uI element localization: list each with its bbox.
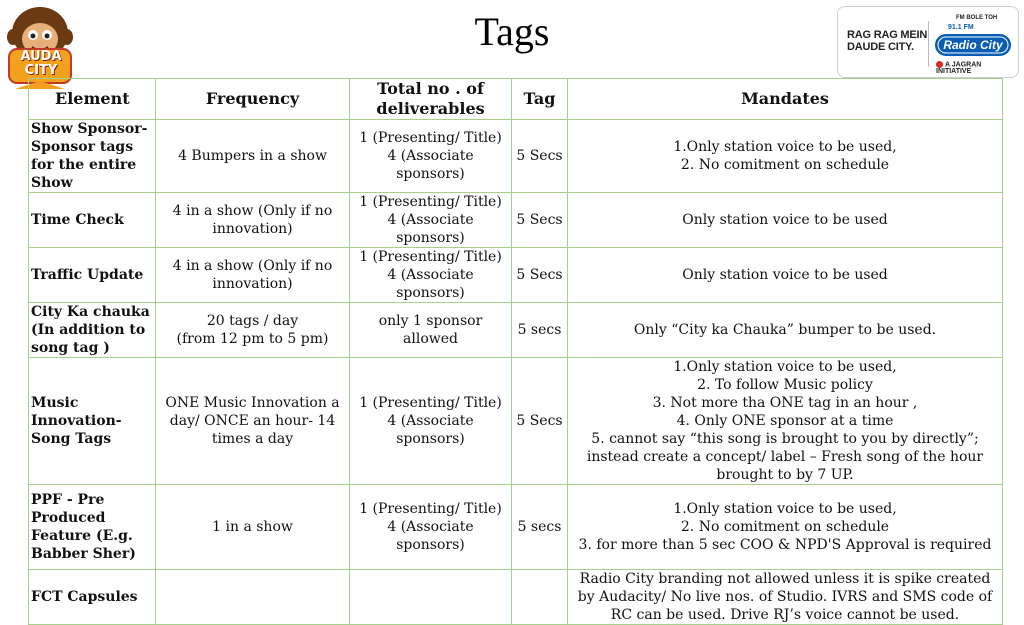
mandates-cell: 1.Only station voice to be used, 2. No comitment on schedule	[568, 120, 1003, 193]
jagran-dot-icon	[936, 61, 943, 68]
table-row	[29, 120, 1003, 193]
table-row	[29, 248, 1003, 303]
tag-cell: 5 Secs	[512, 358, 568, 485]
deliverables-cell	[350, 570, 512, 625]
mandates-cell: Only station voice to be used	[568, 193, 1003, 248]
mandates-cell: Radio City branding not allowed unless it is spike created by Audacity/ No live nos. of Studio. IVRS and SMS code of RC can be used. Drive RJ’s voice cannot be used.	[568, 570, 1003, 625]
deliverables-cell: 1 (Presenting/ Title) 4 (Associate sponsors)	[350, 485, 512, 570]
deliverables-cell: only 1 sponsor allowed	[350, 303, 512, 358]
element-cell: Music Innovation- Song Tags	[29, 358, 156, 485]
element-cell: Traffic Update	[29, 248, 156, 303]
tag-cell: 5 Secs	[512, 248, 568, 303]
header-frequency: Frequency	[156, 79, 350, 120]
initiative-label: A JAGRAN INITIATIVE	[936, 61, 982, 76]
frequency-cell	[156, 570, 350, 625]
header-deliverables: Total no . of deliverables	[350, 79, 512, 120]
element-cell: City Ka chauka (In addition to song tag )	[29, 303, 156, 358]
logo-divider	[928, 21, 929, 67]
header-tag: Tag	[512, 79, 568, 120]
frequency-cell: ONE Music Innovation a day/ ONCE an hour- 14 times a day	[156, 358, 350, 485]
radio-city-logo	[837, 6, 1019, 78]
mandates-cell: Only station voice to be used	[568, 248, 1003, 303]
deliverables-cell: 1 (Presenting/ Title) 4 (Associate sponsors)	[350, 120, 512, 193]
logo-text-bottom: CITY	[24, 63, 58, 78]
tag-cell: 5 Secs	[512, 120, 568, 193]
page-title: Tags	[474, 9, 550, 54]
table-row	[29, 358, 1003, 485]
deliverables-cell: 1 (Presenting/ Title) 4 (Associate sponsors)	[350, 358, 512, 485]
table-header-row	[29, 79, 1003, 120]
tag-cell: 5 Secs	[512, 193, 568, 248]
mandates-cell: Only “City ka Chauka” bumper to be used.	[568, 303, 1003, 358]
table-row	[29, 193, 1003, 248]
table-row	[29, 303, 1003, 358]
deliverables-cell: 1 (Presenting/ Title) 4 (Associate sponsors)	[350, 193, 512, 248]
tag-cell	[512, 570, 568, 625]
tag-cell: 5 secs	[512, 485, 568, 570]
mandates-cell: 1.Only station voice to be used, 2. No comitment on schedule 3. for more than 5 sec COO & NPD'S Approval is required	[568, 485, 1003, 570]
tags-table	[28, 78, 1003, 625]
frequency-cell: 20 tags / day (from 12 pm to 5 pm)	[156, 303, 350, 358]
header-mandates: Mandates	[568, 79, 1003, 120]
frequency-cell: 4 Bumpers in a show	[156, 120, 350, 193]
element-cell: FCT Capsules	[29, 570, 156, 625]
fm-text: FM BOLE TOH	[956, 15, 998, 21]
mandates-cell: 1.Only station voice to be used, 2. To follow Music policy 3. Not more tha ONE tag in an hour , 4. Only ONE sponsor at a time 5. cannot say “this song is brought to you by directly”; instead create a concept/ label – Fresh song of the hour brought to by 7 UP.	[568, 358, 1003, 485]
frequency-cell: 4 in a show (Only if no innovation)	[156, 248, 350, 303]
table-row	[29, 570, 1003, 625]
header-element: Element	[29, 79, 156, 120]
element-cell: PPF - Pre Produced Feature (E.g. Babber Sher)	[29, 485, 156, 570]
logo-text-top: AUDA	[20, 49, 62, 64]
table-row	[29, 485, 1003, 570]
element-cell: Time Check	[29, 193, 156, 248]
frequency-cell: 4 in a show (Only if no innovation)	[156, 193, 350, 248]
frequency-label: 91.1 FM	[948, 24, 974, 31]
tagline: RAG RAG MEIN DAUDE CITY.	[847, 29, 928, 53]
brand-label: Radio City	[943, 38, 1003, 52]
frequency-cell: 1 in a show	[156, 485, 350, 570]
element-cell: Show Sponsor- Sponsor tags for the entire Show	[29, 120, 156, 193]
deliverables-cell: 1 (Presenting/ Title) 4 (Associate sponsors)	[350, 248, 512, 303]
tag-cell: 5 secs	[512, 303, 568, 358]
